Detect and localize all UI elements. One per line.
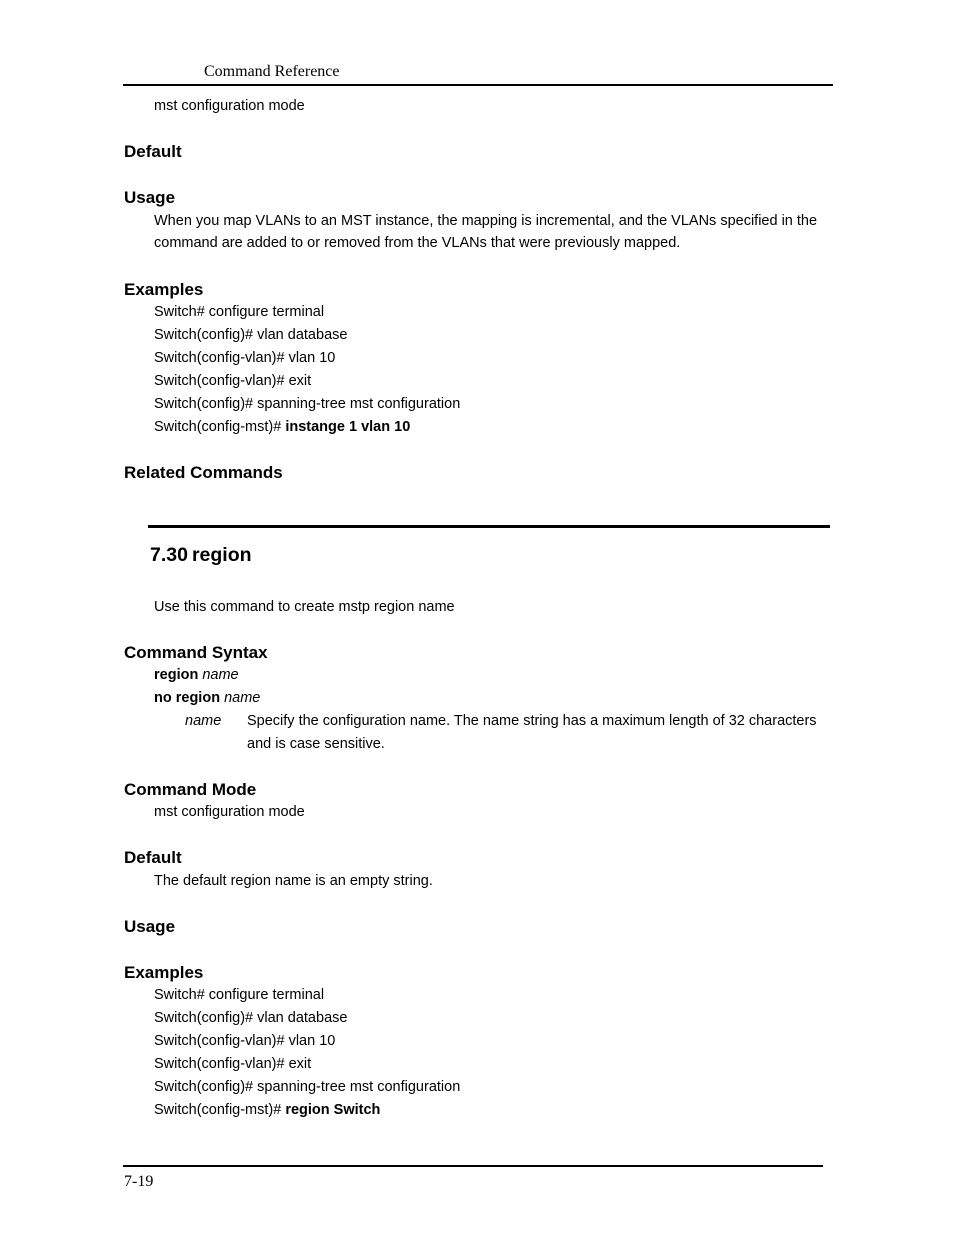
example-line: Switch(config)# vlan database <box>154 327 348 343</box>
example-line: Switch(config)# spanning-tree mst configuration <box>154 396 461 412</box>
syntax-line: no region name <box>154 690 261 706</box>
examples-heading: Examples <box>124 280 204 299</box>
example-line: Switch(config-vlan)# exit <box>154 373 312 389</box>
page-number: 7-19 <box>124 1173 154 1190</box>
example-line: Switch(config-vlan)# vlan 10 <box>154 350 336 366</box>
example-line: Switch(config)# spanning-tree mst configuration <box>154 1079 461 1095</box>
default-heading: Default <box>124 848 182 867</box>
header-title: Command Reference <box>204 63 340 80</box>
section-rule <box>148 525 830 528</box>
example-line: Switch# configure terminal <box>154 304 325 320</box>
command-mode-text: mst configuration mode <box>154 804 305 820</box>
mode-text: mst configuration mode <box>154 98 305 114</box>
examples-heading: Examples <box>124 963 204 982</box>
param-desc-line-1: Specify the configuration name. The name string has a maximum length of 32 characters <box>247 713 817 729</box>
example-line: Switch(config-mst)# region Switch <box>154 1102 381 1118</box>
param-desc-line-2: and is case sensitive. <box>247 736 385 752</box>
default-heading: Default <box>124 142 182 161</box>
example-line: Switch(config-vlan)# vlan 10 <box>154 1033 336 1049</box>
section-title: 7.30 region <box>150 544 252 566</box>
param-name: name <box>185 713 222 729</box>
footer-rule <box>123 1165 823 1167</box>
section-description: Use this command to create mstp region name <box>154 599 455 615</box>
default-text: The default region name is an empty string. <box>154 873 433 889</box>
example-line: Switch(config)# vlan database <box>154 1010 348 1026</box>
usage-heading: Usage <box>124 917 176 936</box>
example-line: Switch(config-mst)# instange 1 vlan 10 <box>154 419 411 435</box>
example-line: Switch(config-vlan)# exit <box>154 1056 312 1072</box>
example-line: Switch# configure terminal <box>154 987 325 1003</box>
header-rule <box>123 84 833 86</box>
command-mode-heading: Command Mode <box>124 780 257 799</box>
usage-line-2: command are added to or removed from the VLANs that were previously mapped. <box>154 235 681 251</box>
related-commands-heading: Related Commands <box>124 463 283 482</box>
usage-line-1: When you map VLANs to an MST instance, the mapping is incremental, and the VLANs specified in the <box>154 213 818 229</box>
usage-heading: Usage <box>124 188 176 207</box>
syntax-line: region name <box>154 667 239 683</box>
syntax-heading: Command Syntax <box>124 643 268 662</box>
